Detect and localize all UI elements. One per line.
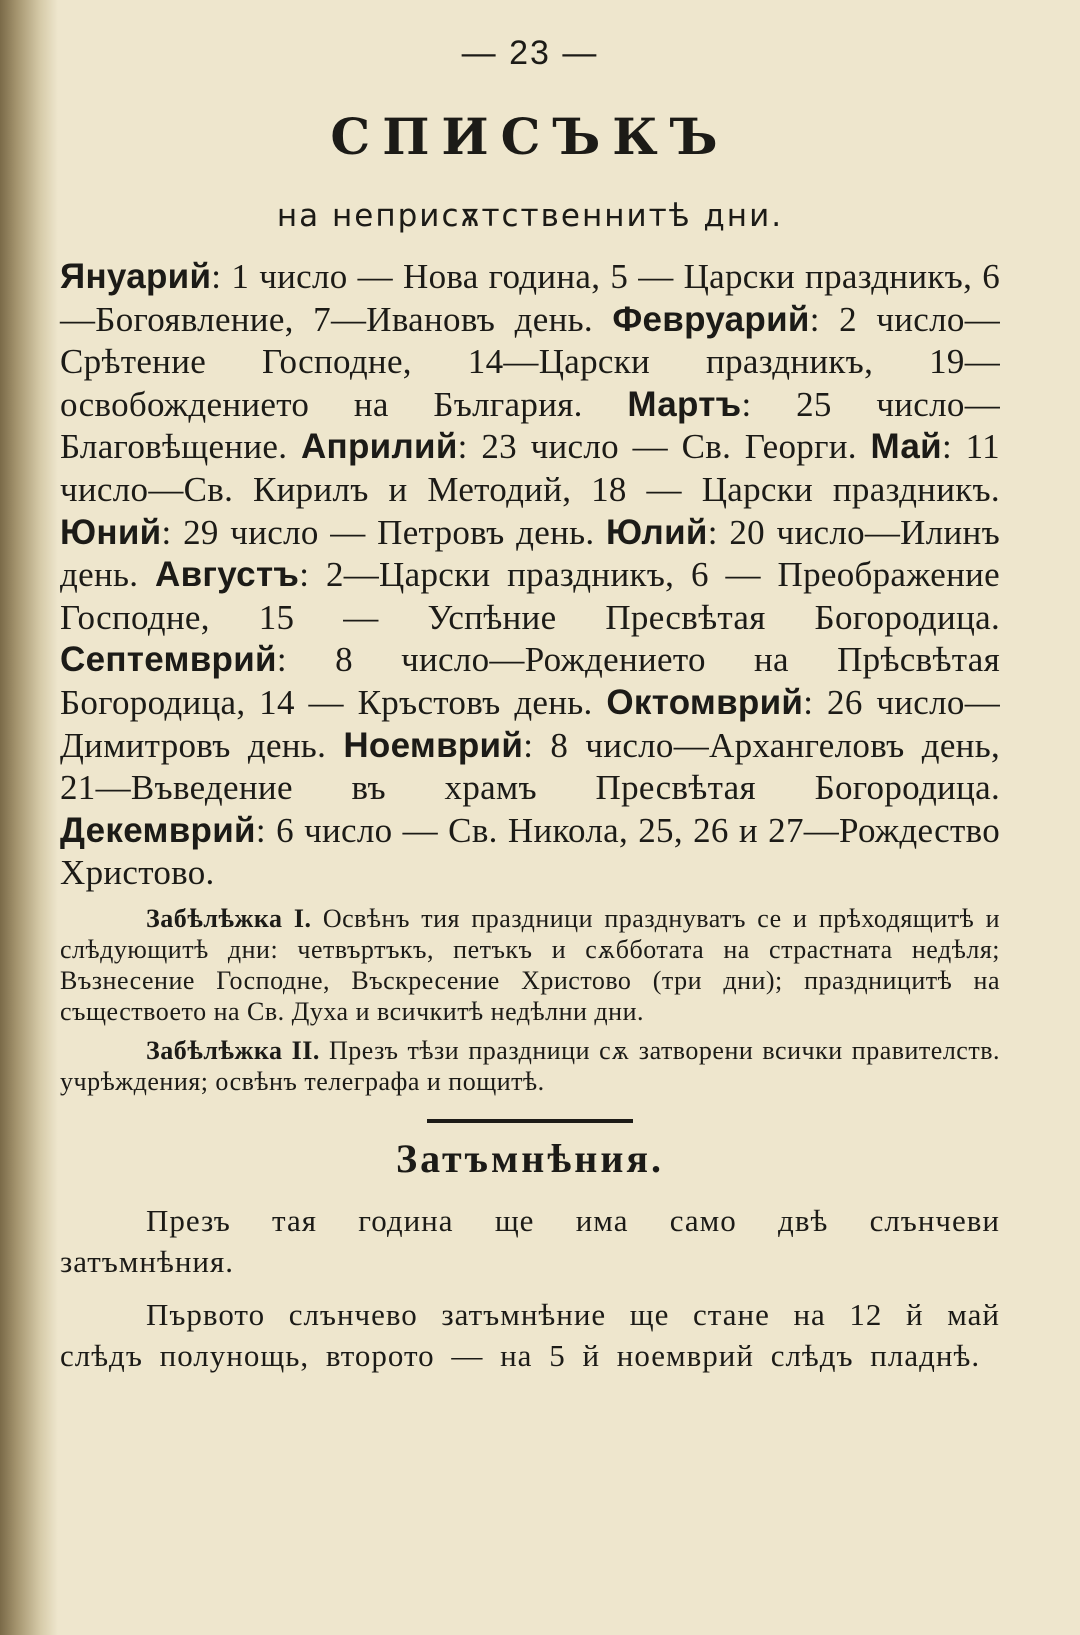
month-april-text: : 23 число — Св. Георги. (457, 427, 871, 467)
month-december-text: : 6 число — Св. Никола, 25, 26 и 27—Рождество Христово. (60, 810, 1000, 893)
month-august: Августъ (155, 555, 300, 595)
section-divider (427, 1119, 633, 1123)
page-number: — 23 — (461, 34, 599, 72)
note-two-text: Презъ тѣзи праздници сѫ затворени всички правителств. учрѣждения; освѣнъ телеграфа и пощитѣ. (60, 1035, 1000, 1096)
note-one-label: Забѣлѣжка I. (146, 903, 312, 933)
month-october: Октомврий (606, 682, 804, 722)
month-june-text: : 29 число — Петровъ день. (161, 512, 607, 552)
month-november-text: : 8 число—Архангеловъ день, 21—Въведение въ храмъ Пресвѣтая Богородица. (60, 725, 1001, 808)
note-two (60, 1035, 1000, 1097)
book-spine-shadow (0, 0, 58, 1635)
month-january: Януарий (60, 257, 212, 296)
month-september-text: : 8 число—Рождението на Прѣсвѣтая Богородица, 14 — Кръстовъ день. (60, 640, 1000, 722)
month-october-text: : 26 число—Димитровъ день. (60, 682, 1001, 765)
month-september: Септемврий (60, 640, 277, 680)
month-february-text: : 2 число—Срѣтение Господне, 14—Царски праздникъ, 19—освобождението на България. (60, 299, 1001, 424)
month-august-text: : 2—Царски праздникъ, 6 — Преображение Господне, 15 — Успѣние Пресвѣтая Богородица. (60, 555, 1000, 637)
month-march: Мартъ (627, 384, 742, 424)
month-april: Априлий (300, 427, 458, 467)
month-may-text: : 11 число—Св. Кирилъ и Методий, 18 — Царски праздникъ. (60, 427, 1000, 509)
eclipses-title: Затъмнѣния. (395, 1135, 665, 1181)
eclipses-paragraph-1: Презъ тая година ще има само двѣ слънчеви затъмнѣния. (60, 1202, 1000, 1279)
eclipses-paragraph-2: Първото слънчево затъмнѣние ще стане на 12 й май слѣдъ полунощь, второто — на 5 й ноемврий слѣдъ пладнѣ. (60, 1296, 1000, 1373)
month-march-text: : 25 число—Благовѣщение. (60, 384, 1001, 467)
month-july: Юлий (606, 512, 708, 552)
page-title: СПИСЪКЪ (330, 107, 730, 166)
month-june: Юний (60, 512, 162, 552)
month-february: Февруарий (612, 299, 810, 339)
note-two-label: Забѣлѣжка II. (146, 1035, 320, 1065)
note-one (60, 903, 1000, 1027)
book-page (60, 30, 1000, 1376)
month-january-text: : 1 число — Нова година, 5 — Царски праздникъ, 6—Богоявление, 7—Ивановъ день. (60, 257, 1000, 339)
month-december: Декемврий (60, 810, 256, 850)
note-one-text: Освѣнъ тия праздници празднуватъ се и прѣходящитѣ и слѣдующитѣ дни: четвъртъкъ, петъкъ и сѫбботата на страстната недѣля; Възнесение Господне, Въскресение Христово (три дни); праздницитѣ на съществоето на Св. Духа и всичкитѣ недѣлни дни. (60, 903, 1000, 1026)
month-july-text: : 20 число—Илинъ день. (60, 512, 1000, 595)
month-november: Ноемврий (343, 725, 524, 765)
page-subtitle: на неприсѫтственнитѣ дни. (276, 198, 784, 234)
holiday-list (60, 256, 1000, 895)
month-may: Май (870, 427, 942, 467)
